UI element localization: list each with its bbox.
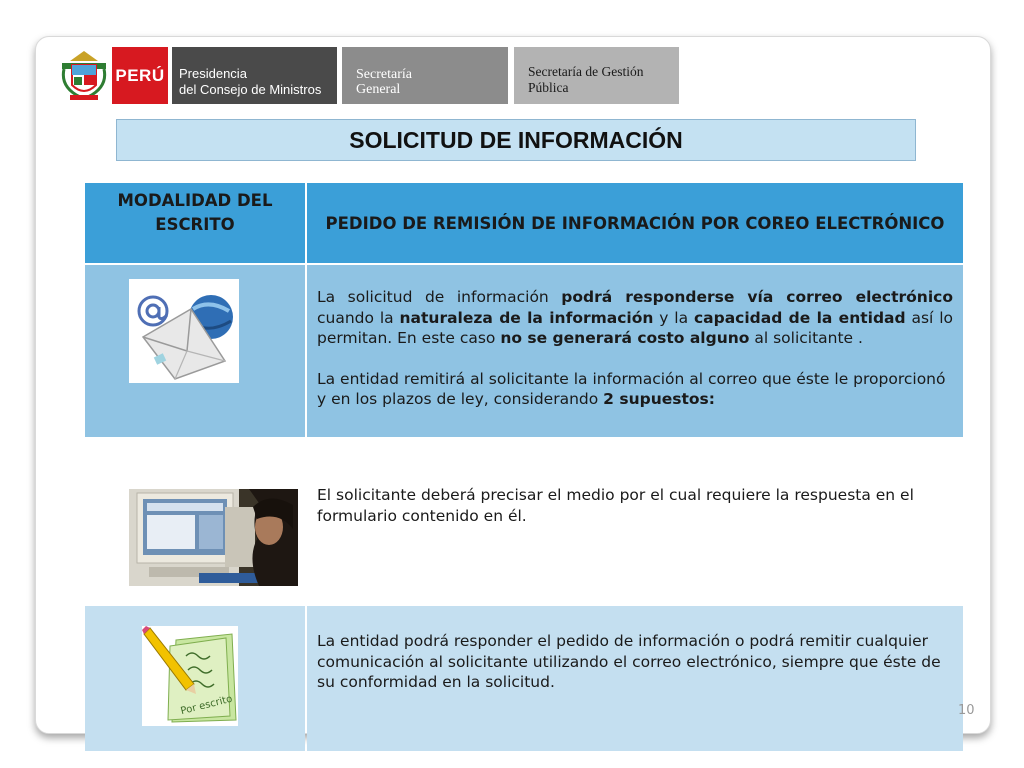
row1-icon-cell [85, 265, 305, 437]
sg-line1: Secretaría [356, 67, 412, 82]
text-run-6: así lo permitan. En este caso [317, 308, 953, 347]
row1-text-cell [307, 265, 963, 437]
sg-logo [342, 47, 508, 104]
sg-line2: General [356, 82, 401, 97]
por-escrito-label: Por escrito [179, 693, 234, 718]
sgp-line2: Pública [528, 80, 569, 95]
bold-run-1: podrá responderse vía correo electrónico [561, 288, 953, 306]
email-at-envelope-icon [129, 279, 239, 383]
header-pedido: PEDIDO DE REMISIÓN DE INFORMACIÓN POR COREO ELECTRÓNICO [307, 183, 963, 263]
pcm-line2: del Consejo de Ministros [179, 82, 322, 97]
sgp-logo [514, 47, 679, 104]
row3-text-cell [307, 606, 963, 751]
pcm-logo [172, 47, 337, 104]
sgp-line1: Secretaría de Gestión [528, 64, 644, 79]
bold-run-3: naturaleza de la información [399, 308, 654, 327]
text-run-0: La solicitud de información [317, 288, 562, 306]
page-title-text: SOLICITUD DE INFORMACIÓN [349, 126, 683, 153]
row1-paragraph2 [317, 369, 953, 410]
text-run-8: al solicitante . [749, 329, 863, 347]
pcm-line1: Presidencia [179, 66, 247, 81]
text-run-0: La entidad remitirá al solicitante la información al correo que éste le proporcionó y en los plazos de ley, considerando [317, 369, 946, 408]
peru-logo [112, 47, 168, 104]
pencil-paper-icon [142, 626, 238, 726]
bold-run-5: capacidad de la entidad [693, 308, 906, 327]
row3-icon-cell [85, 606, 305, 751]
peru-label: PERÚ [115, 65, 165, 85]
row3-text: La entidad podrá responder el pedido de información o podrá remitir cualquier comunicación al solicitante utilizando el correo electrónico, siempre que éste de su conformidad en la solicitud. [317, 632, 941, 691]
text-run-2: cuando la [317, 308, 400, 327]
page-number: 10 [958, 703, 975, 718]
person-at-computer-photo [129, 489, 298, 586]
bold-run-1: 2 supuestos: [603, 390, 715, 408]
page-title [116, 119, 916, 161]
peru-coat-of-arms-icon [60, 47, 108, 103]
bold-run-7: no se generará costo alguno [500, 329, 750, 347]
row2-text: El solicitante deberá precisar el medio por el cual requiere la respuesta en el formulario contenido en él. [317, 486, 914, 525]
text-run-4: y la [653, 308, 694, 327]
row1-paragraph1 [317, 287, 953, 349]
header-modalidad: MODALIDAD DEL ESCRITO [85, 183, 305, 263]
